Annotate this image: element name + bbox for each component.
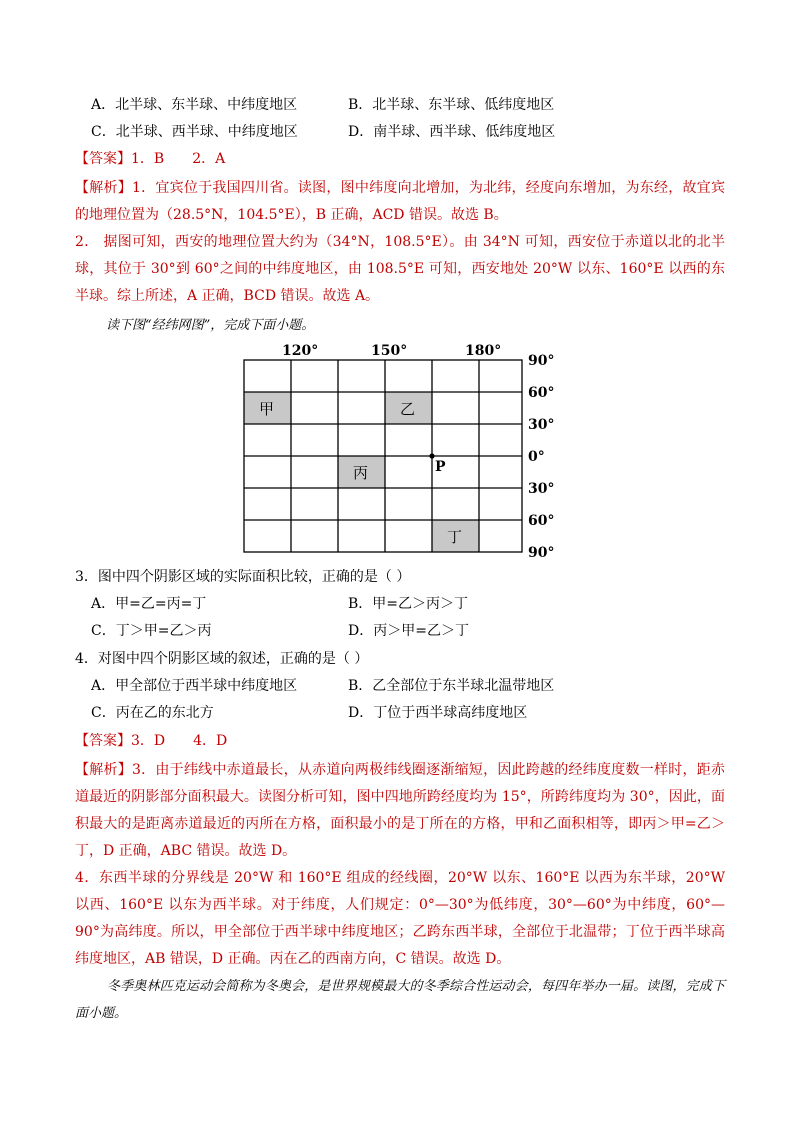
q2-option-a: A．北半球、东半球、中纬度地区 <box>91 97 298 113</box>
point-p-marker <box>429 453 434 458</box>
lon-label: 120° <box>282 343 319 359</box>
graticule-map <box>230 338 560 560</box>
q2-option-c: C．北半球、西半球、中纬度地区 <box>91 124 298 140</box>
lat-label: 0° <box>528 449 545 465</box>
lat-label: 60° <box>528 385 555 401</box>
analysis-3-text: 3．由于纬线中赤道最长，从赤道向两极纬线圈逐渐缩短，因此跨越的经纬度度数一样时，距赤道最近的阴影部分面积最大。读图分析可知，图中四地所跨经度均为 15°，所跨纬度均为 30°，因此，面积最大的是距离赤道最近的丙所在方格，面积最小的是丁所在的方格，甲和乙面积相等，即丙＞甲=乙＞丁，D 正确，ABC 错误。故选 D。 <box>75 762 726 859</box>
q3-option-a: A．甲=乙=丙=丁 <box>91 596 207 612</box>
q4-stem: 4．对图中四个阴影区域的叙述，正确的是（ ） <box>75 651 369 667</box>
intro-q3-4: 读下图“经纬网图”，完成下面小题。 <box>106 318 315 333</box>
lat-label: 60° <box>528 513 555 529</box>
answer-tag: 【答案】 <box>75 733 131 749</box>
lat-label: 90° <box>528 353 555 369</box>
answer-text: 1．B 2．A <box>131 151 226 167</box>
q3-option-d: D．丙＞甲=乙＞丁 <box>348 623 469 639</box>
q2-option-d: D．南半球、西半球、低纬度地区 <box>348 124 556 140</box>
region-yi: 乙 <box>400 400 416 418</box>
region-ding: 丁 <box>447 528 463 546</box>
analysis-4: 4．东西半球的分界线是 20°W 和 160°E 组成的经线圈，20°W 以东、160°E 以西为东半球，20°W 以西、160°E 以东为西半球。对于纬度，人们规定：0°—30°为低纬度，30°—60°为中纬度，60°—90°为高纬度。所以，甲全部位于西半球中纬度地区；乙跨东西半球，全部位于北温带；丁位于西半球高纬度地区，AB 错误，D 正确。丙在乙的西南方向，C 错误。故选 D。 <box>75 870 725 967</box>
analysis-1 <box>75 175 725 229</box>
lat-label: 30° <box>528 481 555 497</box>
lat-label: 30° <box>528 417 555 433</box>
answer-block-1 <box>75 148 225 168</box>
grid-lines <box>244 360 522 552</box>
region-bing: 丙 <box>353 464 369 482</box>
answer-text: 3．D 4．D <box>131 733 228 749</box>
q3-option-b: B．甲=乙＞丙＞丁 <box>348 596 469 612</box>
analysis-2: 2． 据图可知，西安的地理位置大约为（34°N，108.5°E）。由 34°N 可知，西安位于赤道以北的北半球，其位于 30°到 60°之间的中纬度地区，由 108.5°E 可知，西安地处 20°W 以东、160°E 以西的东半球。综上所述，A 正确，BCD 错误。故选 A。 <box>75 234 725 304</box>
q4-option-d: D．丁位于西半球高纬度地区 <box>348 705 528 721</box>
lon-label: 180° <box>465 343 502 359</box>
q4-option-a: A．甲全部位于西半球中纬度地区 <box>91 678 298 694</box>
analysis-tag: 【解析】 <box>75 180 132 196</box>
analysis-3 <box>75 757 725 865</box>
lon-label: 150° <box>371 343 408 359</box>
answer-block-2 <box>75 730 227 750</box>
analysis-1-text: 1．宜宾位于我国四川省。读图，图中纬度向北增加，为北纬，经度向东增加，为东经，故宜宾的地理位置为（28.5°N，104.5°E），B 正确，ACD 错误。故选 B。 <box>75 180 726 223</box>
lat-label: 90° <box>528 545 555 560</box>
q4-option-c: C．丙在乙的东北方 <box>91 705 214 721</box>
point-p-label: P <box>435 459 446 475</box>
analysis-tag: 【解析】 <box>75 762 132 778</box>
q3-stem: 3．图中四个阴影区域的实际面积比较，正确的是（ ） <box>75 569 411 585</box>
q2-option-b: B．北半球、东半球、低纬度地区 <box>348 97 555 113</box>
answer-tag: 【答案】 <box>75 151 131 167</box>
q3-option-c: C．丁＞甲=乙＞丙 <box>91 623 212 639</box>
q4-option-b: B．乙全部位于东半球北温带地区 <box>348 678 555 694</box>
intro-next: 冬季奥林匹克运动会简称为冬奥会，是世界规模最大的冬季综合性运动会，每四年举办一届。读图，完成下面小题。 <box>75 979 725 1021</box>
region-jia: 甲 <box>259 400 275 418</box>
